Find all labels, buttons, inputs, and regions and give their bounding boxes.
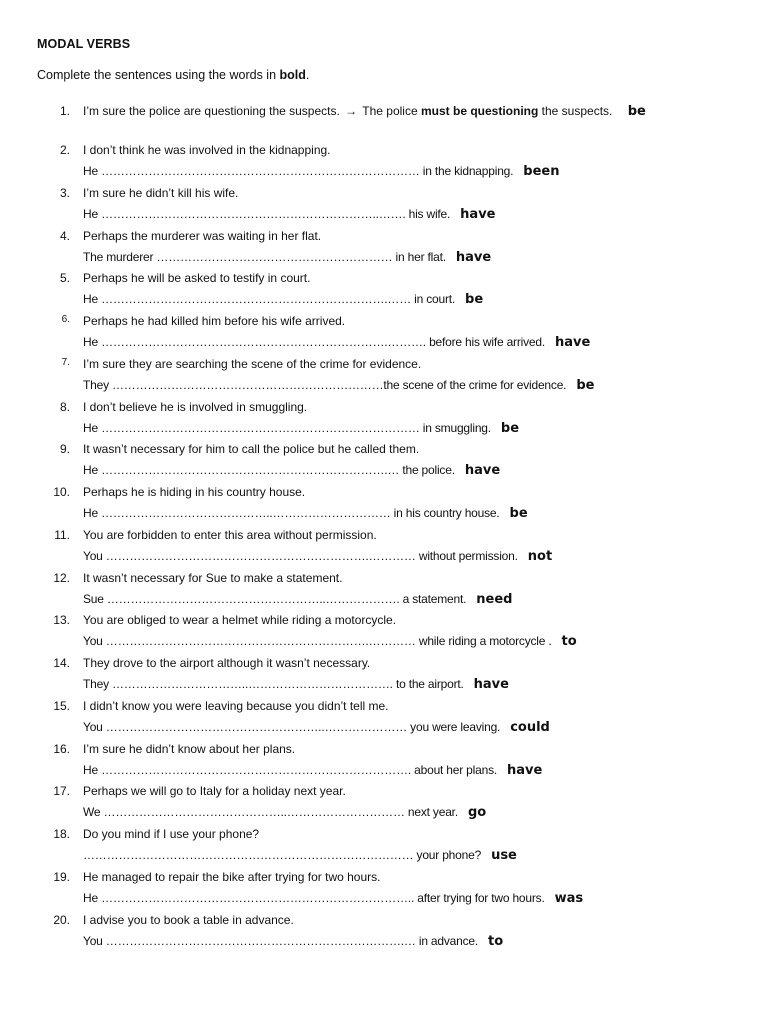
answer-blank: He ……………………………………………………………………… in smuggling. bbox=[83, 420, 491, 435]
keyword: have bbox=[460, 206, 496, 222]
example-sentence bbox=[83, 104, 646, 119]
keyword: to bbox=[488, 933, 504, 949]
example-answer-start: The police bbox=[362, 104, 421, 118]
item-number: 2. bbox=[59, 143, 70, 157]
answer-line bbox=[83, 250, 491, 265]
item-number: 17. bbox=[53, 784, 70, 799]
question-sentence: You are obliged to wear a helmet while riding a motorcycle. bbox=[83, 613, 397, 628]
keyword: not bbox=[527, 548, 553, 564]
answer-line bbox=[83, 634, 577, 649]
answer-blank: He …………………………………………………………………….. after trying for two hours. bbox=[83, 890, 545, 905]
item-number: 4. bbox=[59, 228, 70, 243]
answer-blank: He ……………………………………………………………….………. before his wife arrived. bbox=[83, 335, 545, 349]
answer-line bbox=[83, 848, 517, 863]
answer-blank: He ……………………………………………………………………. about her plans. bbox=[83, 762, 498, 777]
answer-blank: ………………………………………………………………………… your phone? bbox=[83, 848, 482, 862]
question-sentence: I don’t think he was involved in the kidnapping. bbox=[83, 143, 331, 157]
answer-blank: The murderer …………………………………………………… in her flat. bbox=[83, 249, 446, 264]
item-number: 20. bbox=[53, 912, 70, 927]
answer-line bbox=[83, 463, 500, 478]
item-number: 6. bbox=[61, 314, 70, 325]
keyword: been bbox=[523, 164, 560, 179]
question-sentence: Perhaps he is hiding in his country house. bbox=[83, 485, 306, 499]
keyword: to bbox=[561, 634, 577, 650]
answer-line bbox=[83, 549, 552, 564]
keyword: use bbox=[491, 848, 517, 863]
question-sentence: Perhaps we will go to Italy for a holiday next year. bbox=[83, 784, 346, 799]
answer-line bbox=[83, 592, 512, 607]
question-sentence: It wasn’t necessary for him to call the police but he called them. bbox=[83, 442, 420, 457]
question-sentence: I didn’t know you were leaving because you didn’t tell me. bbox=[83, 698, 389, 713]
keyword: go bbox=[467, 805, 487, 821]
example-answer-end: the suspects. bbox=[538, 104, 613, 118]
example-answer-bold: must be questioning bbox=[420, 104, 539, 118]
arrow-icon: → bbox=[345, 104, 358, 118]
item-number: 14. bbox=[53, 656, 70, 670]
answer-blank: He ……………………………………………………………..……. his wife. bbox=[83, 206, 451, 221]
answer-blank: They ……………………………………………………………the scene of the crime for evidence. bbox=[83, 377, 567, 392]
answer-line bbox=[83, 335, 590, 350]
example-keyword: be bbox=[627, 104, 646, 119]
answer-line bbox=[83, 421, 519, 436]
instruction-bold-word: bold bbox=[279, 68, 306, 82]
question-sentence: I don’t believe he is involved in smuggling. bbox=[83, 399, 308, 414]
keyword: be bbox=[576, 377, 595, 393]
question-sentence: Do you mind if I use your phone? bbox=[83, 827, 260, 841]
answer-line bbox=[83, 891, 583, 906]
answer-blank: Sue ………………………………………………..………………. a statement. bbox=[83, 591, 467, 606]
item-number: 8. bbox=[59, 399, 70, 414]
instruction-end: . bbox=[305, 68, 310, 82]
answer-blank: He ……………………………………………………………….…… in court. bbox=[83, 292, 456, 307]
item-number: 19. bbox=[53, 869, 70, 884]
item-number: 3. bbox=[59, 185, 70, 200]
item-number: 12. bbox=[53, 570, 70, 585]
example-question: I’m sure the police are questioning the suspects. bbox=[83, 104, 340, 118]
instruction-text: Complete the sentences using the words in bbox=[37, 68, 280, 82]
answer-line bbox=[83, 763, 542, 778]
answer-line bbox=[83, 934, 503, 949]
question-sentence: It wasn’t necessary for Sue to make a statement. bbox=[83, 570, 343, 585]
item-number: 5. bbox=[59, 271, 70, 286]
keyword: be bbox=[500, 420, 520, 436]
keyword: need bbox=[476, 591, 513, 607]
instruction bbox=[37, 68, 309, 82]
question-sentence: They drove to the airport although it wasn’t necessary. bbox=[83, 656, 371, 670]
answer-line bbox=[83, 506, 528, 521]
answer-blank: He ……………………………………………………………….… the police. bbox=[83, 463, 455, 478]
item-number: 16. bbox=[53, 741, 70, 756]
item-number: 15. bbox=[53, 698, 70, 713]
question-sentence: You are forbidden to enter this area without permission. bbox=[83, 527, 377, 542]
answer-line bbox=[83, 378, 594, 393]
answer-line bbox=[83, 677, 509, 692]
item-number: 18. bbox=[53, 827, 70, 841]
question-sentence: Perhaps he will be asked to testify in court. bbox=[83, 271, 311, 286]
question-sentence: I’m sure they are searching the scene of the crime for evidence. bbox=[83, 356, 422, 371]
answer-blank: You ………………………………………………………….………… without permission. bbox=[83, 548, 518, 563]
answer-blank: They ……………………………..………………………………. to the airport. bbox=[83, 677, 464, 691]
keyword: could bbox=[510, 719, 550, 735]
answer-blank: He ……………………………………..………………………… in his country house. bbox=[83, 506, 500, 520]
keyword: was bbox=[554, 890, 584, 906]
keyword: have bbox=[464, 463, 501, 479]
question-sentence: Perhaps the murderer was waiting in her flat. bbox=[83, 228, 322, 243]
answer-line bbox=[83, 720, 550, 735]
question-sentence: Perhaps he had killed him before his wife arrived. bbox=[83, 314, 346, 328]
question-sentence: I’m sure he didn’t kill his wife. bbox=[83, 185, 239, 200]
item-number: 7. bbox=[61, 356, 70, 368]
answer-line bbox=[83, 164, 559, 179]
answer-line bbox=[83, 207, 496, 222]
answer-line bbox=[83, 292, 483, 307]
item-number: 11. bbox=[54, 527, 70, 542]
answer-blank: You ………………………………………………………………….… in advance. bbox=[83, 933, 479, 948]
keyword: have bbox=[555, 335, 591, 350]
answer-blank: He ……………………………………………………………………… in the kidnapping. bbox=[83, 164, 514, 178]
keyword: have bbox=[473, 677, 509, 692]
question-sentence: I advise you to book a table in advance. bbox=[83, 912, 294, 927]
keyword: be bbox=[509, 506, 528, 521]
keyword: have bbox=[507, 762, 543, 778]
worksheet-title: MODAL VERBS bbox=[37, 37, 131, 51]
item-number: 13. bbox=[53, 613, 70, 628]
answer-blank: You ………………………………………………..………………… you were leaving. bbox=[83, 719, 501, 734]
item-number: 10. bbox=[53, 485, 70, 499]
answer-line bbox=[83, 805, 486, 820]
item-number: 1. bbox=[59, 104, 70, 118]
question-sentence: I’m sure he didn’t know about her plans. bbox=[83, 741, 296, 756]
item-number: 9. bbox=[59, 442, 70, 457]
answer-blank: You ………………………………………………………….………… while riding a motorcycle . bbox=[83, 634, 552, 649]
keyword: have bbox=[455, 249, 492, 265]
answer-blank: We ………………………………………..………………………… next year. bbox=[83, 805, 458, 820]
keyword: be bbox=[465, 292, 484, 308]
question-sentence: He managed to repair the bike after trying for two hours. bbox=[83, 869, 381, 884]
